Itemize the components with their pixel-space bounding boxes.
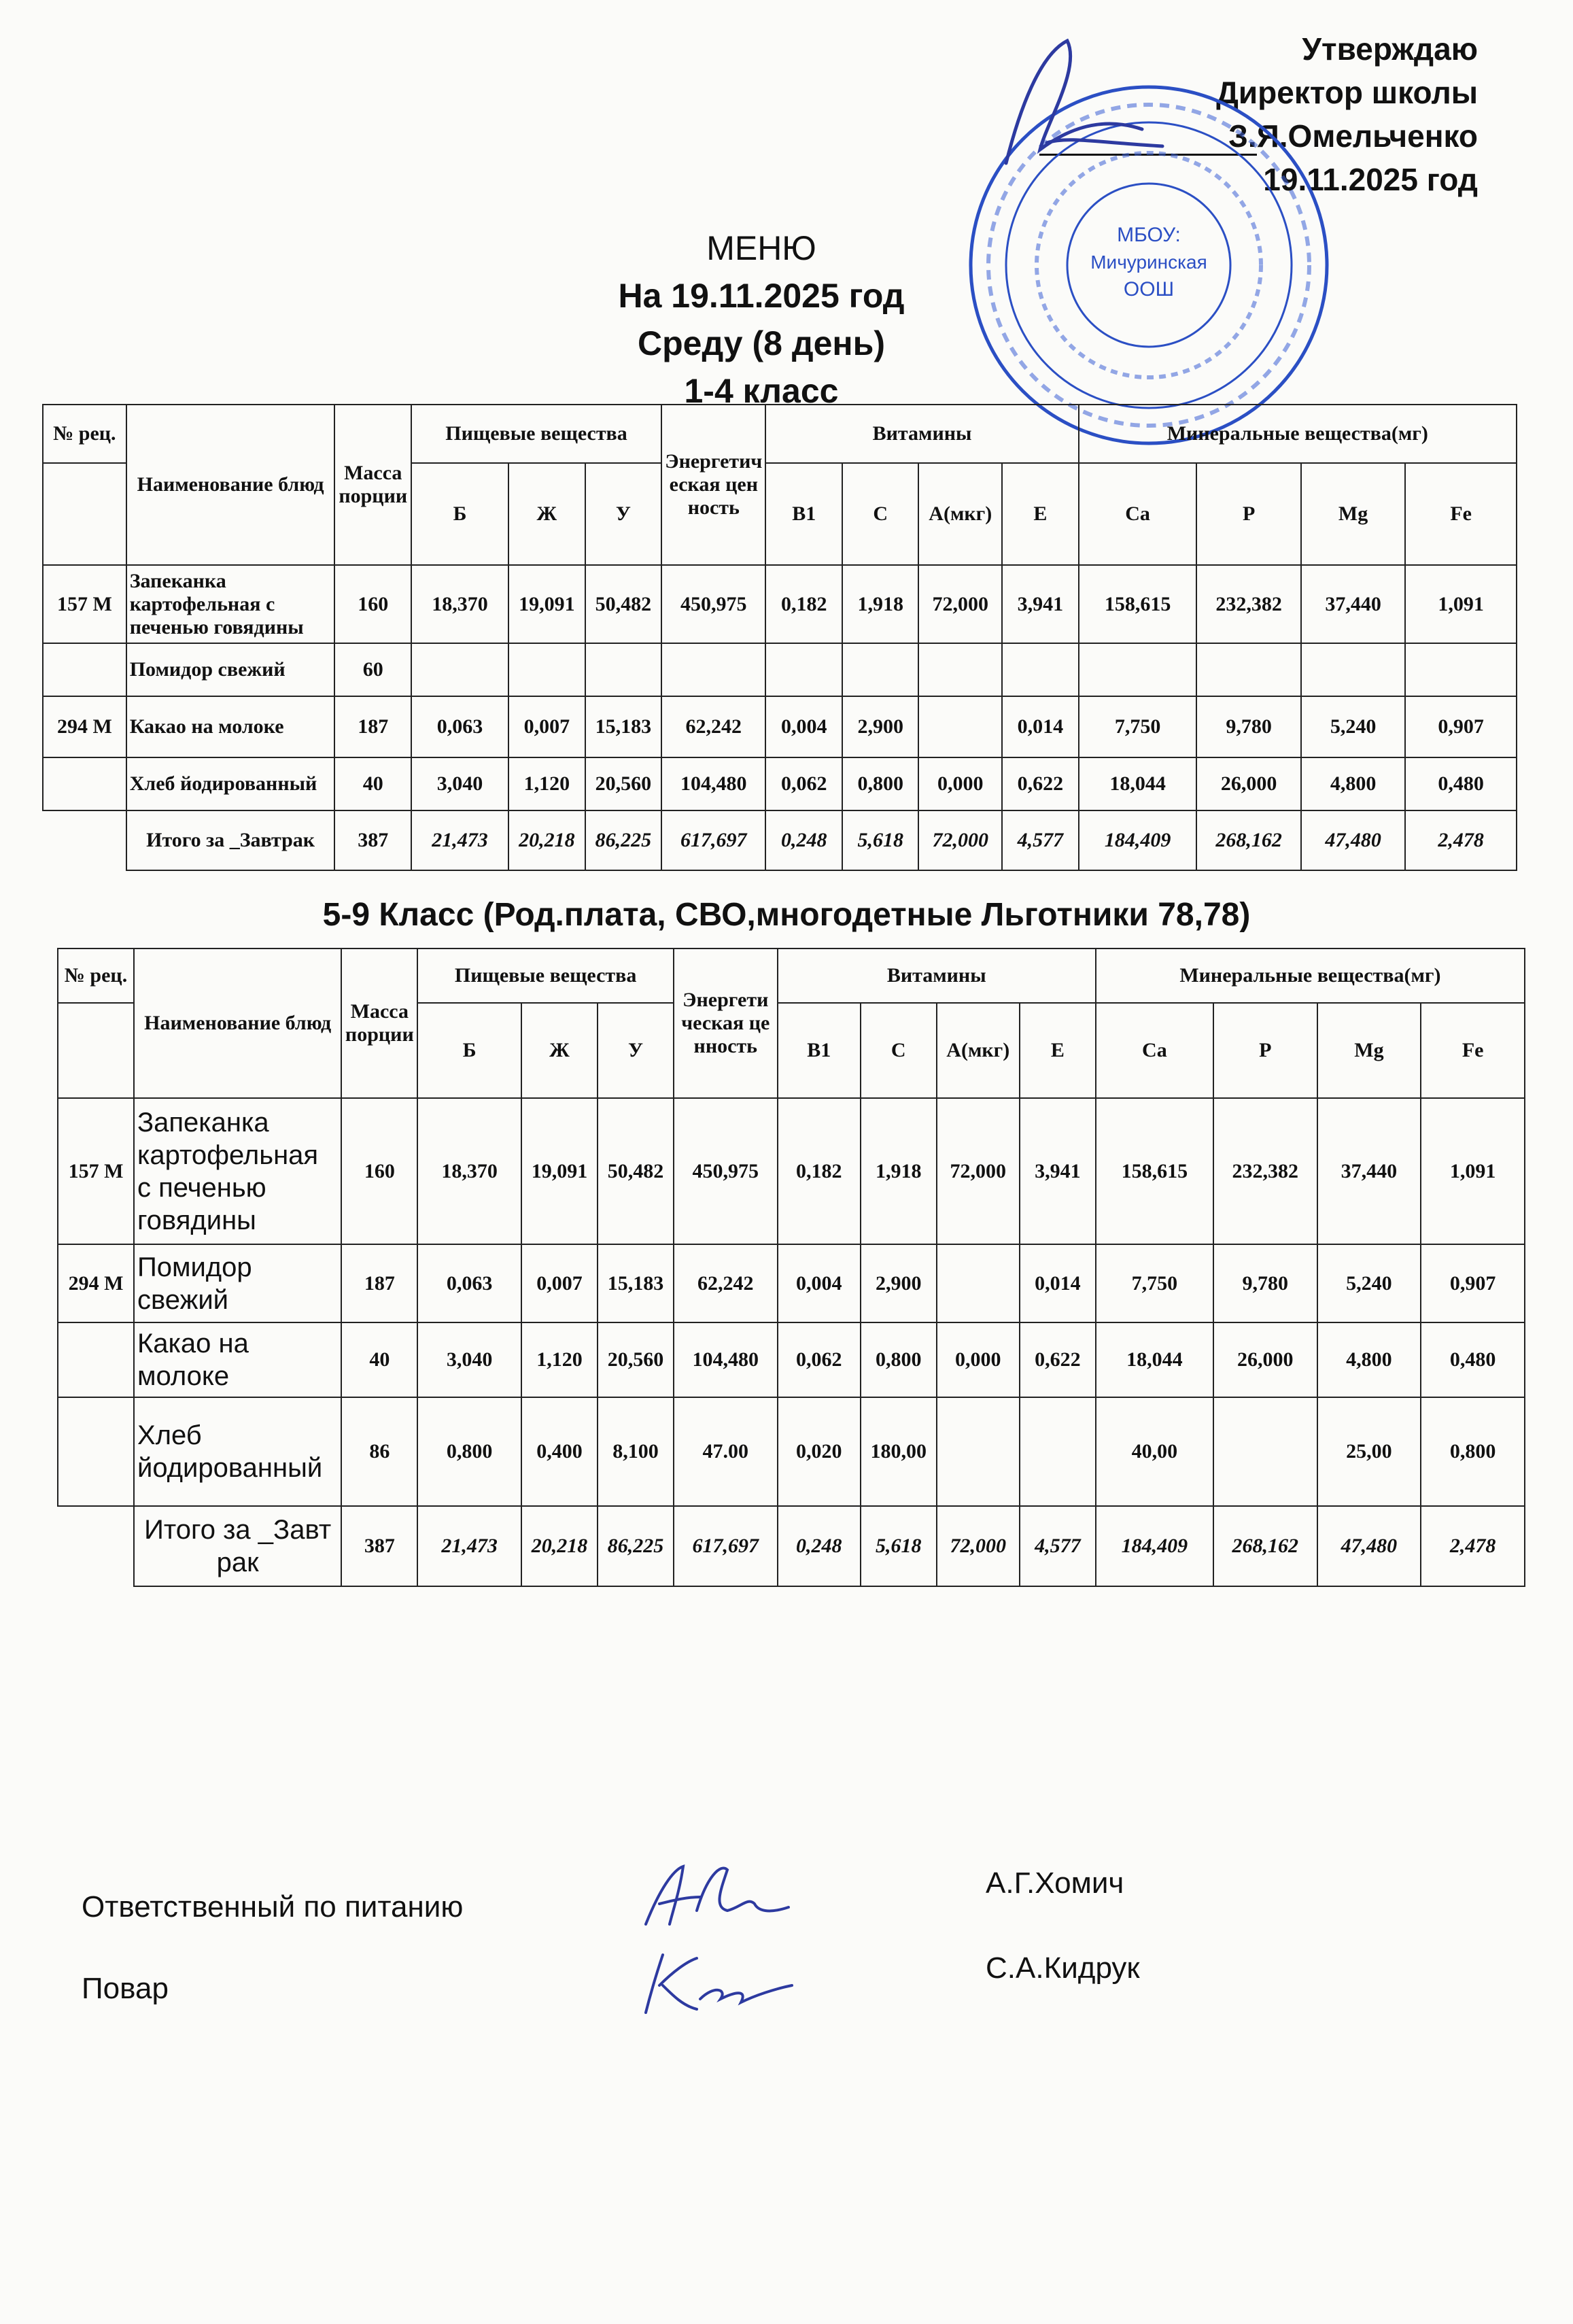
cell-a: 72,000	[937, 1098, 1020, 1244]
table-row	[58, 1244, 1525, 1322]
cell-name: Запеканка картофельная с печенью говядины	[126, 565, 335, 643]
col-b-header: Б	[417, 1003, 521, 1098]
total-p: 268,162	[1196, 810, 1300, 870]
stamp-line-1: МБОУ:	[1117, 224, 1181, 246]
cell-fe: 0,800	[1421, 1397, 1525, 1506]
cell-mg: 25,00	[1317, 1397, 1421, 1506]
menu-title: МЕНЮ	[706, 229, 816, 267]
cell-fe: 1,091	[1421, 1098, 1525, 1244]
cell-e	[1002, 643, 1078, 696]
col-zh-header: Ж	[521, 1003, 598, 1098]
responsible-signature	[632, 1849, 795, 1945]
cell-u: 8,100	[598, 1397, 674, 1506]
cell-num	[58, 1397, 134, 1506]
cell-energy: 104,480	[674, 1322, 778, 1397]
menu-day: Среду (8 день)	[638, 324, 885, 362]
total-e: 4,577	[1002, 810, 1078, 870]
cell-mg	[1301, 643, 1405, 696]
approval-person: З.Я.Омельченко	[1228, 118, 1478, 154]
cell-mg: 37,440	[1317, 1098, 1421, 1244]
total-c: 5,618	[861, 1506, 937, 1586]
director-signature	[965, 27, 1169, 177]
cell-p	[1213, 1397, 1317, 1506]
col-name-header: Наименование блюд	[126, 405, 335, 565]
cell-mg: 37,440	[1301, 565, 1405, 643]
col-name-header: Наименование блюд	[134, 949, 341, 1098]
cell-mass: 40	[334, 757, 411, 810]
cell-ca: 7,750	[1079, 696, 1197, 757]
col-mg-header: Mg	[1317, 1003, 1421, 1098]
col-a-header: А(мкг)	[937, 1003, 1020, 1098]
section2-title: 5-9 Класс (Род.плата, СВО,многодетные Льготники 78,78)	[322, 897, 1251, 933]
cook-name: С.А.Кидрук	[986, 1951, 1140, 1985]
col-p-header: Р	[1213, 1003, 1317, 1098]
cell-u: 50,482	[585, 565, 661, 643]
cell-b1: 0,182	[778, 1098, 861, 1244]
table2-header-row-1	[58, 949, 1525, 1003]
total-spacer	[58, 1506, 134, 1586]
cell-e: 3,941	[1020, 1098, 1096, 1244]
cell-mass: 160	[341, 1098, 417, 1244]
cell-zh: 19,091	[508, 565, 585, 643]
table-row	[58, 1322, 1525, 1397]
col-ca-header: Са	[1079, 463, 1197, 565]
cell-e: 0,014	[1020, 1244, 1096, 1322]
col-nutrients-header: Пищевые вещества	[417, 949, 674, 1003]
approval-date: 19.11.2025 год	[1263, 162, 1478, 197]
cell-mg: 5,240	[1301, 696, 1405, 757]
stamp-line-3: ООШ	[1123, 278, 1175, 301]
total-u: 86,225	[585, 810, 661, 870]
cell-num: 294 М	[43, 696, 126, 757]
cell-energy: 450,975	[674, 1098, 778, 1244]
total-u: 86,225	[598, 1506, 674, 1586]
cell-mass: 60	[334, 643, 411, 696]
cook-label: Повар	[82, 1972, 169, 2005]
cell-u: 15,183	[585, 696, 661, 757]
cell-c: 0,800	[842, 757, 918, 810]
cell-b: 0,800	[417, 1397, 521, 1506]
total-a: 72,000	[937, 1506, 1020, 1586]
cell-num	[58, 1322, 134, 1397]
cell-p	[1196, 643, 1300, 696]
cell-p: 26,000	[1196, 757, 1300, 810]
cell-b: 3,040	[417, 1322, 521, 1397]
cell-b: 0,063	[417, 1244, 521, 1322]
cell-name: Хлеб йодированный	[134, 1397, 341, 1506]
responsible-name: А.Г.Хомич	[986, 1866, 1124, 1900]
cell-energy: 104,480	[661, 757, 765, 810]
cell-zh: 0,007	[521, 1244, 598, 1322]
cell-p: 9,780	[1213, 1244, 1317, 1322]
col-ca-header: Са	[1096, 1003, 1213, 1098]
cell-ca: 18,044	[1079, 757, 1197, 810]
table-row	[58, 1098, 1525, 1244]
cell-c: 1,918	[861, 1098, 937, 1244]
col-b-header: Б	[411, 463, 508, 565]
cell-mg: 4,800	[1301, 757, 1405, 810]
cell-p: 26,000	[1213, 1322, 1317, 1397]
cell-c: 2,900	[861, 1244, 937, 1322]
cell-p: 232,382	[1213, 1098, 1317, 1244]
cell-p: 9,780	[1196, 696, 1300, 757]
cell-energy: 47.00	[674, 1397, 778, 1506]
cell-e	[1020, 1397, 1096, 1506]
cell-e: 0,622	[1002, 757, 1078, 810]
cell-fe: 0,480	[1405, 757, 1517, 810]
total-p: 268,162	[1213, 1506, 1317, 1586]
cell-p: 232,382	[1196, 565, 1300, 643]
col-vitamins-header: Витамины	[778, 949, 1096, 1003]
cell-num	[43, 643, 126, 696]
col-mg-header: Mg	[1301, 463, 1405, 565]
cell-zh: 1,120	[508, 757, 585, 810]
col-a-header: А(мкг)	[918, 463, 1002, 565]
total-b1: 0,248	[765, 810, 842, 870]
table-row	[43, 565, 1517, 643]
cell-a	[937, 1244, 1020, 1322]
col-p-header: Р	[1196, 463, 1300, 565]
col-num-header: № рец.	[58, 949, 134, 1003]
col-num-header: № рец.	[43, 405, 126, 463]
total-row	[58, 1506, 1525, 1586]
cell-num: 157 М	[58, 1098, 134, 1244]
cell-u	[585, 643, 661, 696]
cell-mass: 187	[334, 696, 411, 757]
cell-mg: 4,800	[1317, 1322, 1421, 1397]
cell-b1: 0,062	[765, 757, 842, 810]
cell-energy: 62,242	[661, 696, 765, 757]
cell-a: 0,000	[918, 757, 1002, 810]
cell-fe: 0,907	[1405, 696, 1517, 757]
col-minerals-header: Минеральные вещества(мг)	[1079, 405, 1517, 463]
col-fe-header: Fe	[1405, 463, 1517, 565]
menu-date: На 19.11.2025 год	[618, 277, 905, 315]
col-num-spacer	[58, 1003, 134, 1098]
total-energy: 617,697	[661, 810, 765, 870]
total-ca: 184,409	[1096, 1506, 1213, 1586]
col-u-header: У	[585, 463, 661, 565]
cell-b	[411, 643, 508, 696]
table-row	[43, 643, 1517, 696]
cell-c	[842, 643, 918, 696]
col-nutrients-header: Пищевые вещества	[411, 405, 661, 463]
cell-name: Помидор свежий	[126, 643, 335, 696]
cell-b1: 0,004	[778, 1244, 861, 1322]
cell-ca: 158,615	[1079, 565, 1197, 643]
cell-name: Какао на молоке	[126, 696, 335, 757]
cook-signature	[632, 1945, 795, 2019]
cell-e: 0,014	[1002, 696, 1078, 757]
cell-num	[43, 757, 126, 810]
cell-c: 0,800	[861, 1322, 937, 1397]
responsible-label: Ответственный по питанию	[82, 1890, 464, 1924]
cell-zh: 0,007	[508, 696, 585, 757]
cell-name: Хлеб йодированный	[126, 757, 335, 810]
total-mg: 47,480	[1317, 1506, 1421, 1586]
menu-table-5-9	[57, 948, 1525, 1587]
total-b: 21,473	[417, 1506, 521, 1586]
cell-energy: 62,242	[674, 1244, 778, 1322]
approval-title: Утверждаю	[1302, 31, 1478, 67]
cell-mass: 187	[341, 1244, 417, 1322]
cell-b: 0,063	[411, 696, 508, 757]
cell-u: 15,183	[598, 1244, 674, 1322]
cell-b1: 0,004	[765, 696, 842, 757]
cell-a	[918, 643, 1002, 696]
cell-name: Помидор свежий	[134, 1244, 341, 1322]
cell-zh	[508, 643, 585, 696]
col-b1-header: В1	[765, 463, 842, 565]
col-c-header: С	[842, 463, 918, 565]
cell-fe: 0,907	[1421, 1244, 1525, 1322]
cell-b1	[765, 643, 842, 696]
cell-a: 0,000	[937, 1322, 1020, 1397]
menu-table-1-4	[42, 404, 1517, 871]
total-a: 72,000	[918, 810, 1002, 870]
table-row	[58, 1397, 1525, 1506]
col-c-header: С	[861, 1003, 937, 1098]
total-row	[43, 810, 1517, 870]
col-energy-header: Энергетическая ценность	[674, 949, 778, 1098]
cell-c: 2,900	[842, 696, 918, 757]
approval-position: Директор школы	[1216, 75, 1478, 110]
cell-a	[937, 1397, 1020, 1506]
cell-a: 72,000	[918, 565, 1002, 643]
total-zh: 20,218	[521, 1506, 598, 1586]
cell-b1: 0,062	[778, 1322, 861, 1397]
cell-b: 18,370	[417, 1098, 521, 1244]
cell-fe: 1,091	[1405, 565, 1517, 643]
cell-zh: 0,400	[521, 1397, 598, 1506]
cell-energy	[661, 643, 765, 696]
total-mass: 387	[341, 1506, 417, 1586]
cell-mass: 40	[341, 1322, 417, 1397]
cell-num: 294 М	[58, 1244, 134, 1322]
col-energy-header: Энергетическая ценность	[661, 405, 765, 565]
menu-header	[0, 224, 1523, 415]
total-fe: 2,478	[1405, 810, 1517, 870]
cell-u: 20,560	[585, 757, 661, 810]
total-zh: 20,218	[508, 810, 585, 870]
col-e-header: Е	[1002, 463, 1078, 565]
total-energy: 617,697	[674, 1506, 778, 1586]
cell-mg: 5,240	[1317, 1244, 1421, 1322]
cell-name: Какао на молоке	[134, 1322, 341, 1397]
cell-u: 50,482	[598, 1098, 674, 1244]
cell-c: 1,918	[842, 565, 918, 643]
cell-a	[918, 696, 1002, 757]
total-b: 21,473	[411, 810, 508, 870]
cell-b: 3,040	[411, 757, 508, 810]
cell-b1: 0,020	[778, 1397, 861, 1506]
total-e: 4,577	[1020, 1506, 1096, 1586]
cell-ca: 158,615	[1096, 1098, 1213, 1244]
total-mass: 387	[334, 810, 411, 870]
cell-fe: 0,480	[1421, 1322, 1525, 1397]
cell-c: 180,00	[861, 1397, 937, 1506]
cell-u: 20,560	[598, 1322, 674, 1397]
col-u-header: У	[598, 1003, 674, 1098]
cell-name: Запеканка картофельная с печенью говядины	[134, 1098, 341, 1244]
cell-zh: 1,120	[521, 1322, 598, 1397]
col-mass-header: Масса порции	[341, 949, 417, 1098]
cell-mass: 86	[341, 1397, 417, 1506]
cell-zh: 19,091	[521, 1098, 598, 1244]
cell-energy: 450,975	[661, 565, 765, 643]
cell-b: 18,370	[411, 565, 508, 643]
cell-e: 0,622	[1020, 1322, 1096, 1397]
col-zh-header: Ж	[508, 463, 585, 565]
cell-ca	[1079, 643, 1197, 696]
cell-mass: 160	[334, 565, 411, 643]
total-c: 5,618	[842, 810, 918, 870]
cell-b1: 0,182	[765, 565, 842, 643]
total-spacer	[43, 810, 126, 870]
cell-e: 3,941	[1002, 565, 1078, 643]
col-fe-header: Fe	[1421, 1003, 1525, 1098]
col-b1-header: В1	[778, 1003, 861, 1098]
total-b1: 0,248	[778, 1506, 861, 1586]
col-e-header: Е	[1020, 1003, 1096, 1098]
total-mg: 47,480	[1301, 810, 1405, 870]
stamp-line-2: Мичуринская	[1090, 252, 1207, 273]
section1-title: 1-4 класс	[684, 372, 839, 410]
cell-ca: 7,750	[1096, 1244, 1213, 1322]
table-row	[43, 757, 1517, 810]
table-row	[43, 696, 1517, 757]
total-ca: 184,409	[1079, 810, 1197, 870]
cell-fe	[1405, 643, 1517, 696]
col-minerals-header: Минеральные вещества(мг)	[1096, 949, 1525, 1003]
total-label: Итого за _Завтрак	[134, 1506, 341, 1586]
col-num-spacer	[43, 463, 126, 565]
col-mass-header: Масса порции	[334, 405, 411, 565]
cell-ca: 40,00	[1096, 1397, 1213, 1506]
total-label: Итого за _Завтрак	[126, 810, 335, 870]
table1-header-row-1	[43, 405, 1517, 463]
total-fe: 2,478	[1421, 1506, 1525, 1586]
cell-ca: 18,044	[1096, 1322, 1213, 1397]
col-vitamins-header: Витамины	[765, 405, 1078, 463]
cell-num: 157 М	[43, 565, 126, 643]
